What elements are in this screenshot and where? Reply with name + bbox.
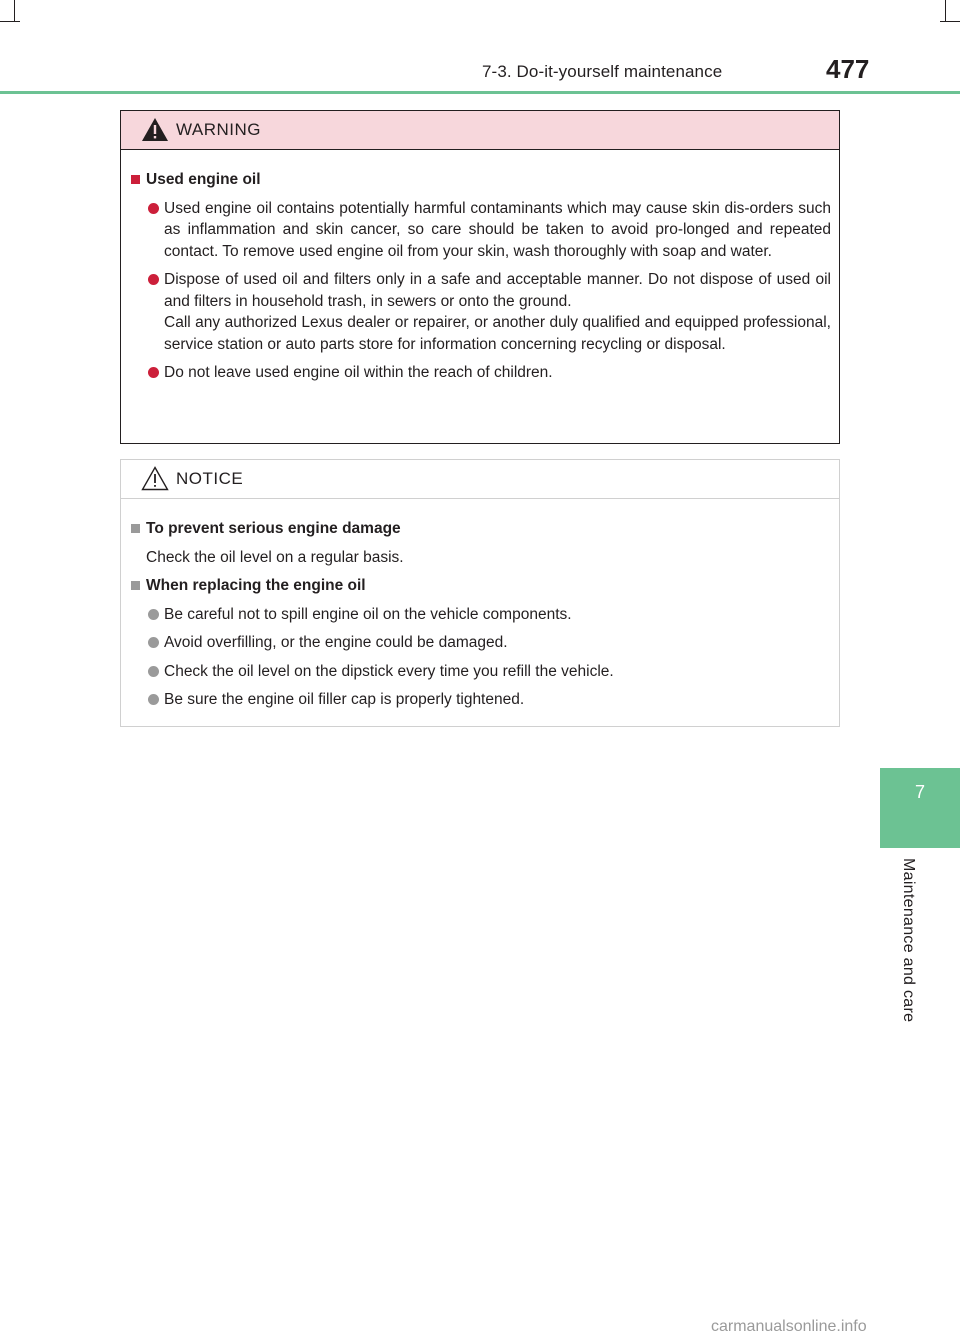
square-bullet-icon (131, 581, 140, 590)
list-item-text: Used engine oil contains potentially harmful contaminants which may cause skin dis-orders such as inflammation and skin cancer, so care should be taken to avoid pro-longed and repeated contact. To remove used engine oil from your skin, wash thoroughly with soap and water. (164, 199, 831, 260)
notice-header (121, 460, 839, 499)
warning-heading-text: Used engine oil (146, 171, 261, 188)
round-bullet-icon (148, 203, 159, 214)
section-title: 7-3. Do-it-yourself maintenance (482, 62, 723, 81)
warning-title: WARNING (176, 120, 262, 139)
list-item (129, 269, 831, 355)
warning-triangle-icon (141, 117, 169, 142)
list-item (129, 604, 831, 626)
header-divider (0, 91, 960, 94)
chapter-label: Maintenance and care (900, 858, 917, 1023)
list-item-text: Do not leave used engine oil within the reach of children. (164, 364, 553, 381)
watermark: carmanualsonline.info (711, 1318, 867, 1335)
notice-body (121, 499, 839, 711)
crop-mark (945, 0, 946, 22)
list-item-text: Dispose of used oil and filters only in a safe and acceptable manner. Do not dispose of used oil and filters in household trash, in sewers or onto the ground. (164, 271, 831, 310)
notice-box (120, 459, 840, 727)
notice-heading-text: When replacing the engine oil (146, 577, 366, 594)
caution-triangle-icon (141, 466, 169, 491)
warning-body (121, 150, 839, 384)
notice-heading (129, 575, 831, 597)
list-item-text: Check the oil level on the dipstick every time you refill the vehicle. (164, 662, 614, 680)
round-bullet-icon (148, 274, 159, 285)
chapter-number: 7 (914, 782, 925, 802)
crop-mark (0, 21, 20, 22)
list-item (129, 362, 831, 384)
list-item-text: Avoid overfilling, or the engine could be damaged. (164, 634, 508, 651)
round-bullet-icon (148, 666, 159, 677)
crop-mark (14, 0, 15, 22)
list-item (129, 632, 831, 654)
crop-mark (940, 21, 960, 22)
square-bullet-icon (131, 524, 140, 533)
square-bullet-icon (131, 175, 140, 184)
warning-header (121, 111, 839, 150)
page-number: 477 (826, 54, 870, 84)
list-item-text: Be sure the engine oil filler cap is properly tightened. (164, 691, 525, 708)
list-item-text: Be careful not to spill engine oil on the vehicle components. (164, 605, 572, 623)
list-item (129, 661, 831, 683)
notice-title: NOTICE (176, 469, 244, 488)
list-item-continuation: Call any authorized Lexus dealer or repairer, or another duly qualified and equipped professional, service station or auto parts store for information concerning recycling or disposal. (164, 314, 831, 353)
chapter-tab (880, 768, 960, 848)
round-bullet-icon (148, 694, 159, 705)
warning-box (120, 110, 840, 444)
notice-paragraph: Check the oil level on a regular basis. (146, 548, 404, 566)
warning-heading (129, 169, 831, 191)
notice-heading-text: To prevent serious engine damage (146, 520, 401, 537)
list-item (129, 198, 831, 263)
round-bullet-icon (148, 637, 159, 648)
round-bullet-icon (148, 367, 159, 378)
notice-heading (129, 518, 831, 540)
round-bullet-icon (148, 609, 159, 620)
list-item (129, 689, 831, 711)
